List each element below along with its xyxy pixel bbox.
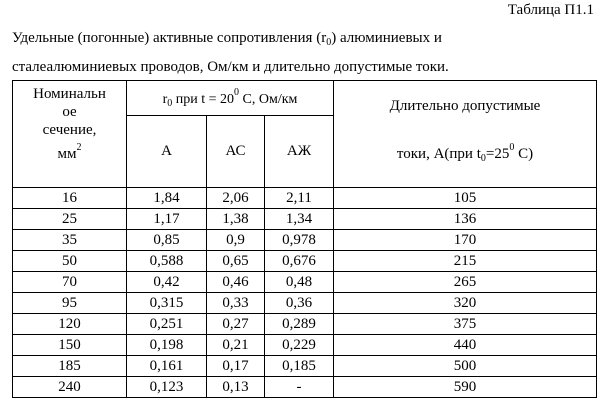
cell-a: 0,123	[127, 377, 207, 398]
cell-a: 1,84	[127, 188, 207, 209]
cell-a: 0,42	[127, 272, 207, 293]
cell-current: 215	[334, 251, 597, 272]
cell-azh: 0,48	[265, 272, 334, 293]
header-current-sup: 0	[509, 142, 515, 153]
cell-azh: -	[265, 377, 334, 398]
cell-a: 0,161	[127, 356, 207, 377]
cell-a: 0,198	[127, 335, 207, 356]
header-col-azh: АЖ	[265, 115, 334, 187]
header-r-prefix: r	[162, 91, 168, 107]
cell-azh: 2,11	[265, 188, 334, 209]
cell-section: 185	[13, 356, 127, 377]
cell-section: 95	[13, 293, 127, 314]
cell-ac: 1,38	[207, 209, 265, 230]
table-row	[13, 335, 597, 356]
header-current-l2c: С)	[514, 146, 534, 162]
table-row	[13, 209, 597, 230]
cell-current: 170	[334, 230, 597, 251]
header-r-suffix: С, Ом/км	[239, 91, 298, 107]
table-number-label: Таблица П1.1	[507, 2, 594, 18]
table-row	[13, 314, 597, 335]
header-current-l2a: токи, А(при t	[396, 146, 481, 162]
header-col-a: А	[127, 115, 207, 187]
cell-current: 440	[334, 335, 597, 356]
caption-text-1b: ) алюминиевых и	[331, 30, 442, 46]
cell-section: 16	[13, 188, 127, 209]
table-caption	[12, 26, 582, 79]
table-row	[13, 377, 597, 398]
header-current	[334, 81, 597, 188]
cell-azh: 0,978	[265, 230, 334, 251]
header-current-l2	[334, 137, 596, 170]
header-nominal-sup: 2	[76, 142, 82, 153]
cell-azh: 0,185	[265, 356, 334, 377]
header-r-sub: 0	[167, 97, 173, 109]
header-nominal-l2: ое	[62, 104, 77, 120]
cell-section: 240	[13, 377, 127, 398]
table-row	[13, 188, 597, 209]
cell-a: 0,85	[127, 230, 207, 251]
header-nominal-l3: сечение,	[42, 122, 97, 138]
header-current-sub: 0	[480, 153, 486, 164]
cell-a: 0,315	[127, 293, 207, 314]
header-current-l2b: =25	[485, 146, 510, 162]
cell-section: 120	[13, 314, 127, 335]
cell-ac: 0,65	[207, 251, 265, 272]
header-resistance-group	[127, 81, 334, 116]
cell-section: 50	[13, 251, 127, 272]
header-col-ac: АС	[207, 115, 265, 187]
caption-subscript: 0	[326, 37, 332, 48]
cell-current: 136	[334, 209, 597, 230]
table-row	[13, 293, 597, 314]
cell-a: 0,588	[127, 251, 207, 272]
cell-a: 0,251	[127, 314, 207, 335]
cell-azh: 0,229	[265, 335, 334, 356]
cell-ac: 0,33	[207, 293, 265, 314]
cell-current: 375	[334, 314, 597, 335]
cell-ac: 0,13	[207, 377, 265, 398]
cell-ac: 0,27	[207, 314, 265, 335]
conductor-data-table	[12, 80, 597, 398]
caption-text-1a: Удельные (погонные) активные сопротивления (r	[12, 30, 327, 46]
header-row-1	[13, 81, 597, 116]
table-body	[13, 188, 597, 398]
caption-text-2: сталеалюминиевых проводов, Ом/км и длительно допустимые токи.	[12, 59, 449, 75]
cell-section: 70	[13, 272, 127, 293]
cell-current: 590	[334, 377, 597, 398]
cell-ac: 0,17	[207, 356, 265, 377]
table-row	[13, 356, 597, 377]
cell-azh: 0,36	[265, 293, 334, 314]
cell-current: 265	[334, 272, 597, 293]
header-nominal-section	[13, 81, 127, 188]
cell-section: 35	[13, 230, 127, 251]
cell-section: 150	[13, 335, 127, 356]
cell-current: 500	[334, 356, 597, 377]
header-nominal-l1: Номинальн	[33, 86, 106, 102]
header-r-mid: при t = 20	[172, 91, 235, 107]
cell-ac: 0,21	[207, 335, 265, 356]
table-row	[13, 272, 597, 293]
cell-azh: 1,34	[265, 209, 334, 230]
cell-current: 320	[334, 293, 597, 314]
cell-ac: 2,06	[207, 188, 265, 209]
table-row	[13, 251, 597, 272]
cell-section: 25	[13, 209, 127, 230]
header-current-l1: Длительно допустимые	[389, 98, 541, 114]
table-row	[13, 230, 597, 251]
header-nominal-l4: мм	[57, 146, 77, 162]
cell-azh: 0,676	[265, 251, 334, 272]
cell-azh: 0,289	[265, 314, 334, 335]
cell-current: 105	[334, 188, 597, 209]
cell-ac: 0,9	[207, 230, 265, 251]
cell-ac: 0,46	[207, 272, 265, 293]
header-r-sup: 0	[234, 86, 240, 98]
cell-a: 1,17	[127, 209, 207, 230]
